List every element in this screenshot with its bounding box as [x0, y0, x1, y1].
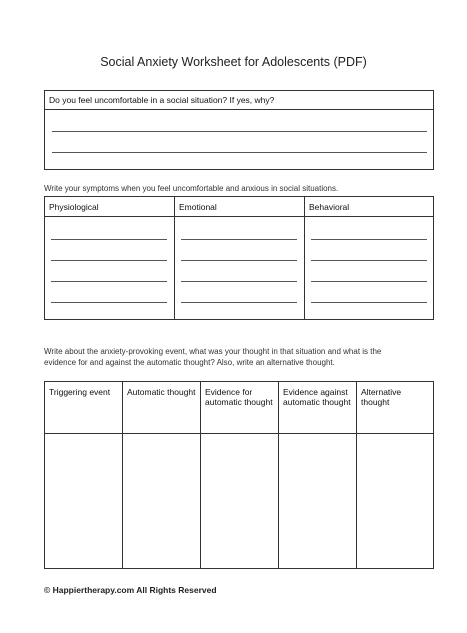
column-divider — [174, 197, 175, 319]
question-box — [44, 90, 434, 170]
answer-line[interactable] — [51, 281, 167, 282]
answer-line[interactable] — [311, 302, 427, 303]
header-divider — [45, 216, 433, 217]
column-header-emotional: Emotional — [179, 202, 217, 212]
page-title: Social Anxiety Worksheet for Adolescents (PDF) — [100, 55, 367, 69]
question-text: Do you feel uncomfortable in a social situation? If yes, why? — [45, 91, 433, 110]
column-header-behavioral: Behavioral — [309, 202, 350, 212]
answer-line[interactable] — [311, 260, 427, 261]
answer-line[interactable] — [51, 302, 167, 303]
event-instruction-line2: evidence for and against the automatic thought? Also, write an alternative thought. — [44, 358, 335, 367]
column-divider — [278, 382, 279, 568]
answer-line[interactable] — [311, 281, 427, 282]
column-divider — [200, 382, 201, 568]
answer-line[interactable] — [311, 239, 427, 240]
event-instruction-line1: Write about the anxiety-provoking event, what was your thought in that situation and what is the — [44, 347, 382, 356]
column-header-physiological: Physiological — [49, 202, 99, 212]
column-header-automatic-thought: Automatic thought — [127, 387, 196, 397]
column-header-triggering-event: Triggering event — [49, 387, 111, 397]
answer-line[interactable] — [181, 239, 297, 240]
column-header-evidence-against: Evidence against automatic thought — [283, 387, 351, 407]
column-divider — [356, 382, 357, 568]
column-divider — [304, 197, 305, 319]
answer-line[interactable] — [181, 302, 297, 303]
event-table — [44, 381, 434, 569]
answer-line[interactable] — [52, 152, 427, 153]
symptoms-instruction: Write your symptoms when you feel uncomfortable and anxious in social situations. — [44, 184, 339, 193]
symptoms-table — [44, 196, 434, 320]
answer-line[interactable] — [51, 239, 167, 240]
column-header-evidence-for: Evidence for automatic thought — [205, 387, 273, 407]
column-divider — [122, 382, 123, 568]
answer-line[interactable] — [52, 131, 427, 132]
column-header-alternative-thought: Alternative thought — [361, 387, 402, 407]
header-divider — [45, 433, 433, 434]
answer-line[interactable] — [181, 281, 297, 282]
answer-line[interactable] — [51, 260, 167, 261]
copyright-footer: © Happiertherapy.com All Rights Reserved — [44, 585, 217, 595]
answer-line[interactable] — [181, 260, 297, 261]
